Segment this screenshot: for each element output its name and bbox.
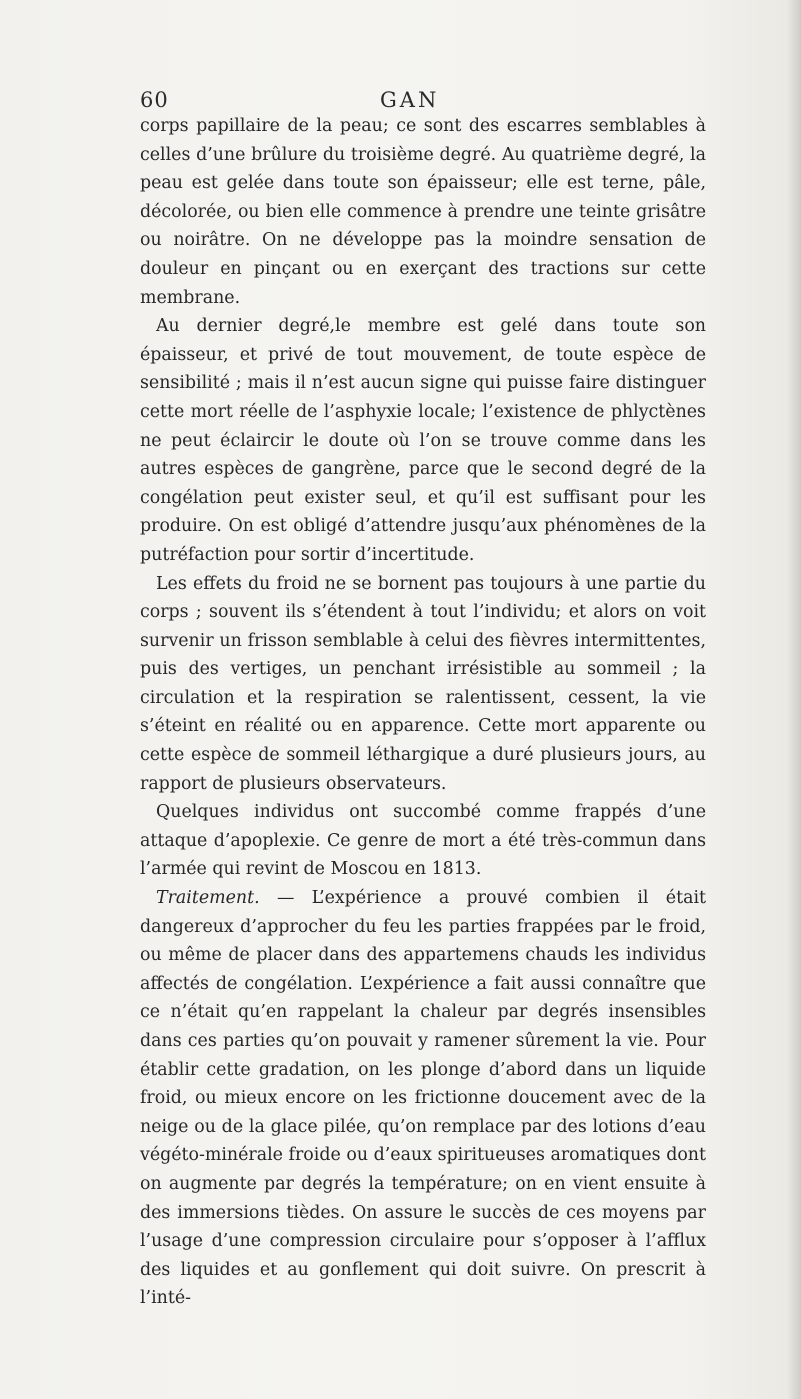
paragraph-last-degree: Au dernier degré,le membre est gelé dans toute son épaisseur, et privé de tout mouvement, de toute espèce de sensibilité ; mais il n’est aucun signe qui puisse faire distinguer cette mort réelle de l’asphyxie locale; l’existence de phlyctènes ne peut éclaircir le doute où l’on se trouve comme dans les autres espèces de gangrène, parce que le second degré de la congélation peut exister seul, et qu’il est suffisant pour les produire. On est obligé d’attendre jusqu’aux phénomènes de la putréfaction pour sortir d’incertitude.: [140, 316, 706, 565]
body-text: [140, 112, 706, 1313]
treatment-text: — L’expérience a prouvé combien il était dangereux d’approcher du feu les parties frappées par le froid, ou même de placer dans des appartemens chauds les individus affectés de congélation. L’expérience a fait aussi connaître que ce n’était qu’en rappelant la chaleur par degrés insensibles dans ces parties qu’on pouvait y ramener sûrement la vie. Pour établir cette gradation, on les plonge d’abord dans un liquide froid, ou mieux encore on les frictionne doucement avec de la neige ou de la glace pilée, qu’on remplace par des lotions d’eau végéto-minérale froide ou d’eaux spiritueuses aromatiques dont on augmente par degrés la température; on en vient ensuite à des immersions tièdes. On assure le succès de ces moyens par l’usage d’une compression circulaire pour s’opposer à l’afflux des liquides et au gonflement qui doit suivre. On prescrit à l’inté-: [140, 888, 706, 1309]
paragraph-general-effects: Les effets du froid ne se bornent pas toujours à une partie du corps ; souvent ils s’étendent à tout l’individu; et alors on voit survenir un frisson semblable à celui des fièvres intermittentes, puis des vertiges, un penchant irrésistible au sommeil ; la circulation et la respiration se ralentissent, cessent, la vie s’éteint en réalité ou en apparence. Cette mort apparente ou cette espèce de sommeil léthargique a duré plusieurs jours, au rapport de plusieurs observateurs.: [140, 573, 706, 794]
paragraph-treatment: [140, 884, 706, 1313]
treatment-heading: Traitement.: [156, 888, 260, 909]
running-head: GAN: [380, 88, 440, 112]
page-number: 60: [140, 88, 169, 112]
page-edge-shadow: [787, 0, 801, 1399]
paragraph-continuation: corps papillaire de la peau; ce sont des escarres semblables à celles d’une brûlure du troisième degré. Au quatrième degré, la peau est gelée dans toute son épaisseur; elle est terne, pâle, décolorée, ou bien elle commence à prendre une teinte grisâtre ou noirâtre. On ne développe pas la moindre sensation de douleur en pinçant ou en exerçant des tractions sur cette membrane.: [140, 116, 706, 308]
paragraph-apoplexy: Quelques individus ont succombé comme frappés d’une attaque d’apoplexie. Ce genre de mort a été très-commun dans l’armée qui revint de Moscou en 1813.: [140, 802, 706, 880]
